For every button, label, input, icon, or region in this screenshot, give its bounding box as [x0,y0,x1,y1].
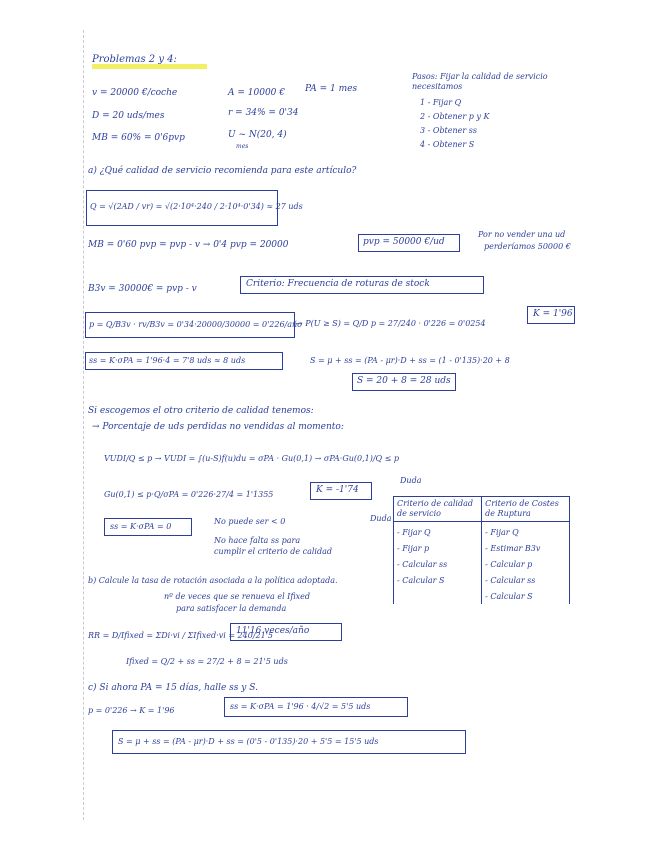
cell-text: - Fijar Q [397,528,431,537]
no-negative-1: No puede ser < 0 [214,517,286,526]
table-header: Criterio de calidad de servicio [394,497,482,522]
given-A: A = 10000 € [228,88,285,98]
criterion-text: Criterio: Frecuencia de roturas de stock [246,279,430,289]
part-b-note-2: para satisfacer la demanda [176,604,287,613]
P-line: → P(U ≥ S) = Q/D p = 27/240 · 0'226 = 0'0254 [296,319,486,328]
given-v: v = 20000 €/coche [92,88,178,98]
margin-line [83,30,84,820]
Q-formula: Q = √(2AD / vr) = √(2·10⁴·240 / 2·10⁴·0'34) ≈ 27 uds [90,202,303,211]
cell-text: - Calcular S [485,592,533,601]
given-D: D = 20 uds/mes [92,111,165,121]
B3v-line: B3v = 30000€ = pvp - v [88,284,197,294]
pvp-value: pvp = 50000 €/ud [363,237,445,247]
doubt-label-2: Duda [370,514,392,523]
doubt-label-1: Duda [400,476,422,485]
Ifixed-line: Ifixed = Q/2 + ss = 27/2 + 8 = 21'5 uds [126,657,288,666]
no-negative-3: cumplir el criterio de calidad [214,547,332,556]
ss-formula: ss = K·σPA = 1'96·4 = 7'8 uds ≈ 8 uds [89,356,246,365]
given-U: U ~ N(20, 4) [228,130,287,140]
table-row [394,522,570,605]
cell-text: - Estimar B3v [485,544,541,553]
part-c-question: c) Si ahora PA = 15 días, halle ss y S. [88,683,258,693]
cell-text: - Calcular S [397,576,445,585]
cell-text [397,592,478,602]
table-header: Criterio de Costes de Ruptura [482,497,570,522]
ss-zero-value: ss = K·σPA = 0 [110,522,172,531]
steps-title: Pasos: Fijar la calidad de servicio necesitamos [412,72,548,91]
table-header-row [394,497,570,522]
cell-text: - Fijar p [397,544,430,553]
step-3: 3 - Obtener ss [420,126,477,135]
given-r: r = 34% = 0'34 [228,108,299,118]
table-cell [482,522,570,605]
other-criterion-1: Si escogemos el otro criterio de calidad tenemos: [88,406,314,416]
table-cell [394,522,482,605]
part-b-note-1: nº de veces que se renueva el Ifixed [164,592,311,601]
part-a-question: a) ¿Qué calidad de servicio recomienda para este artículo? [88,166,357,176]
S-value: S = 20 + 8 = 28 uds [357,376,451,386]
pvp-note-2: perderíamos 50000 € [484,242,571,251]
cell-text: - Calcular ss [485,576,536,585]
given-MB: MB = 60% = 0'6pvp [92,133,185,143]
p-formula: p = Q/B3v · rv/B3v = 0'34·20000/30000 = 0'226/año [89,320,302,329]
K-value: K = 1'96 [533,309,573,319]
cell-text: - Calcular p [485,560,533,569]
other-criterion-2: → Porcentaje de uds perdidas no vendidas al momento: [92,422,344,432]
RR-value: 11'16 veces/año [236,626,310,636]
step-4: 4 - Obtener S [420,140,475,149]
step-1: 1 - Fijar Q [420,98,462,107]
given-U-sub: mes [236,143,249,150]
part-c-ss-value: ss = K·σPA = 1'96 · 4/√2 = 5'5 uds [230,702,371,711]
MB-line: MB = 0'60 pvp = pvp - v → 0'4 pvp = 20000 [88,240,289,250]
pvp-note-1: Por no vender una ud [478,230,566,239]
given-PA: PA = 1 mes [305,84,358,94]
step-2: 2 - Obtener p y K [420,112,490,121]
RR-line: RR = D/Ifixed = ΣDi·vi / ΣIfixed·vi = 240/21'5 [88,631,273,640]
G-line: Gu(0,1) ≤ p·Q/σPA = 0'226·27/4 = 1'1355 [104,490,274,499]
part-b-question: b) Calcule la tasa de rotación asociada a la política adoptada. [88,576,338,585]
part-c-S-value: S = μ + ss = (PA - μr)·D + ss = (0'5 - 0'135)·20 + 5'5 = 15'5 uds [118,737,379,746]
cell-text: - Calcular ss [397,560,448,569]
page-title: Problemas 2 y 4: [92,54,177,65]
S-line: S = μ + ss = (PA - μr)·D + ss = (1 - 0'135)·20 + 8 [310,356,510,365]
part-c-p-line: p = 0'226 → K = 1'96 [88,706,175,715]
criteria-comparison-table [393,496,570,604]
no-negative-2: No hace falta ss para [214,536,301,545]
K-neg-value: K = -1'74 [316,485,359,495]
VUDI-line: VUDI/Q ≤ p → VUDI = ∫(u-S)f(u)du = σPA · Gu(0,1) → σPA·Gu(0,1)/Q ≤ p [104,454,400,463]
cell-text: - Fijar Q [485,528,519,537]
